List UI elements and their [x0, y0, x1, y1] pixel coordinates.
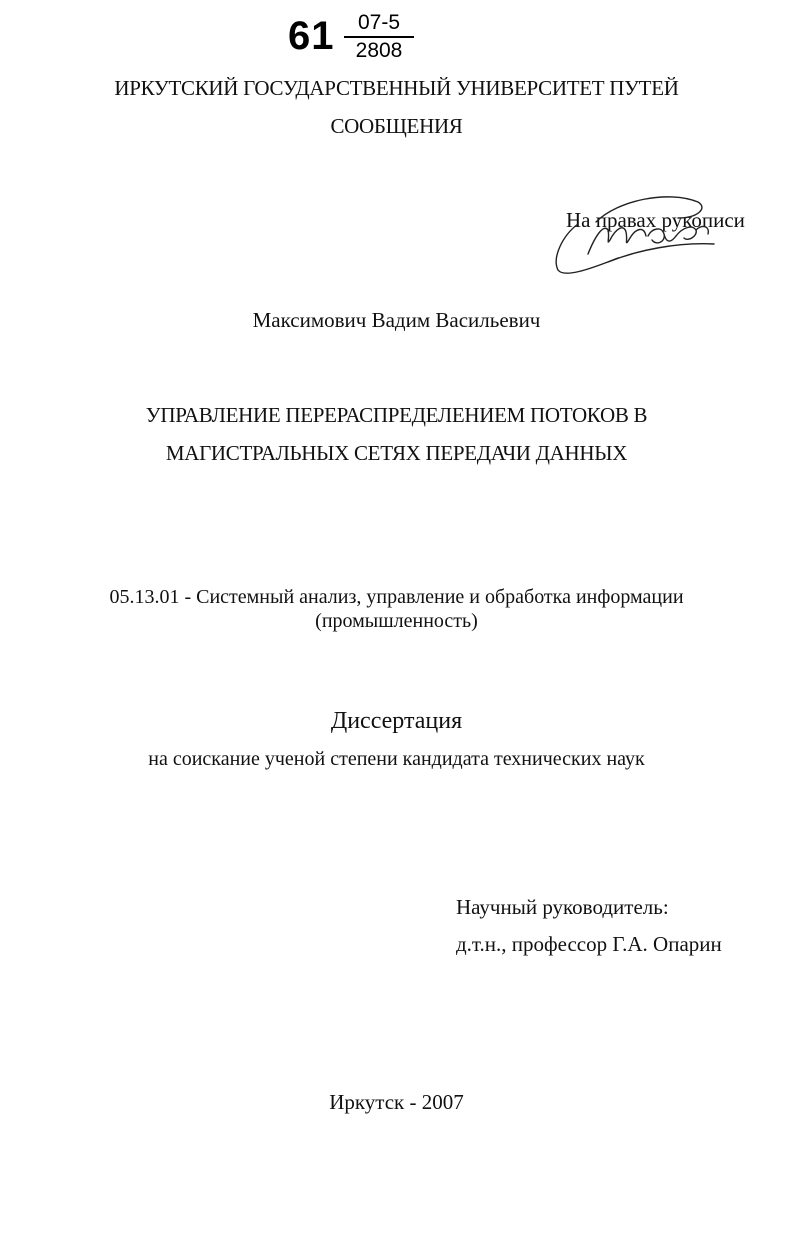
stamp-numerator: 07-5 [357, 11, 401, 34]
city-and-year: Иркутск - 2007 [329, 1090, 464, 1114]
manuscript-rights-note: На правах рукописи [566, 208, 745, 232]
author-name: Максимович Вадим Васильевич [252, 308, 541, 332]
handwritten-signature [548, 184, 718, 284]
specialty-code-line-1: 05.13.01 - Системный анализ, управление и обработка информации [109, 586, 684, 608]
supervisor-label: Научный руководитель: [456, 895, 669, 919]
stamp-fraction-bar [344, 36, 414, 38]
signature-stroke-underline [608, 244, 714, 262]
university-name-line-2: СООБЩЕНИЯ [330, 114, 463, 138]
document-type-heading: Диссертация [330, 708, 463, 734]
dissertation-title-line-2: МАГИСТРАЛЬНЫХ СЕТЯХ ПЕРЕДАЧИ ДАННЫХ [165, 441, 628, 465]
stamp-main-number: 61 [288, 14, 335, 58]
stamp-denominator: 2808 [355, 39, 403, 62]
dissertation-title-line-1: УПРАВЛЕНИЕ ПЕРЕРАСПРЕДЕЛЕНИЕМ ПОТОКОВ В [145, 403, 648, 427]
university-name-line-1: ИРКУТСКИЙ ГОСУДАРСТВЕННЫЙ УНИВЕРСИТЕТ ПУТЕЙ [114, 76, 679, 100]
specialty-code-line-2: (промышленность) [315, 610, 478, 632]
supervisor-name: д.т.н., профессор Г.А. Опарин [456, 932, 722, 956]
catalog-number-stamp [288, 8, 418, 68]
stamp-fraction [344, 12, 414, 62]
degree-statement: на соискание ученой степени кандидата технических наук [148, 748, 645, 770]
